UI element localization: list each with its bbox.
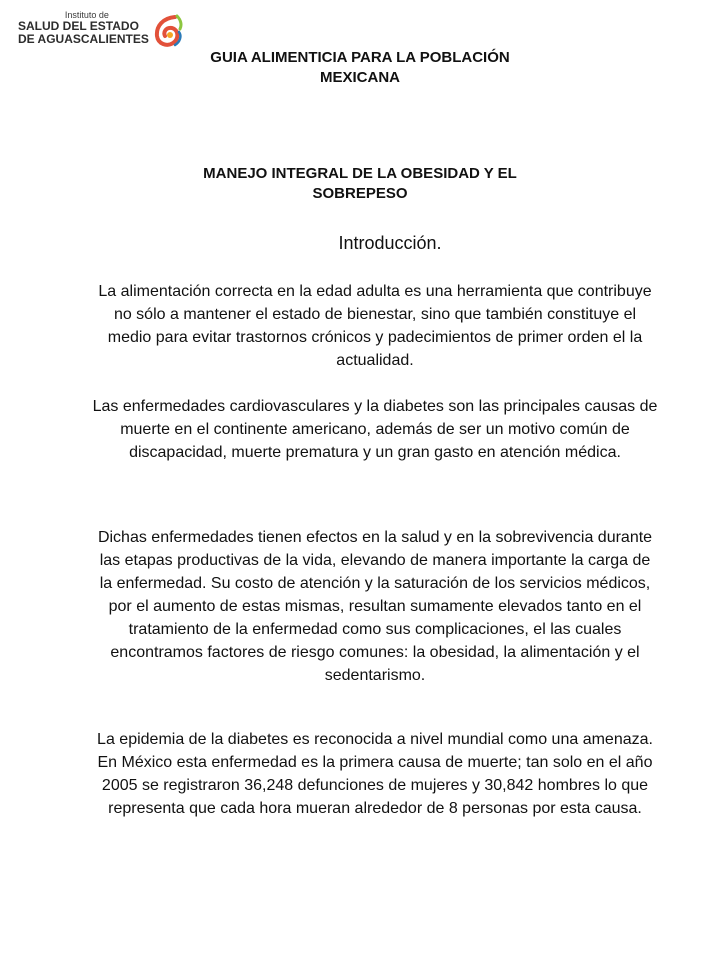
paragraph-4: La epidemia de la diabetes es reconocida a nivel mundial como una amenaza. En México esta enfermedad es la primera causa de muerte; tan solo en el año 2005 se registraron 36,248 defunciones de mujeres y 30,842 hombres lo que representa que cada hora mueran alrededor de 8 personas por esta causa. bbox=[97, 731, 653, 817]
section-title-line-1: MANEJO INTEGRAL DE LA OBESIDAD Y EL bbox=[203, 165, 517, 182]
logo-institute-label: Instituto de bbox=[64, 10, 109, 20]
logo-text bbox=[18, 10, 149, 46]
paragraph-3: Dichas enfermedades tienen efectos en la salud y en la sobrevivencia durante las etapas productivas de la vida, elevando de manera importante la carga de la enfermedad. Su costo de atención y la saturación de los servicios médicos, por el aumento de estas mismas, resultan sumamente elevados tanto en el tratamiento de la enfermedad como sus complicaciones, el las cuales encontramos factores de riesgo comunes: la obesidad, la alimentación y el sedentarismo. bbox=[97, 529, 653, 684]
isea-emblem-icon bbox=[153, 14, 183, 48]
guide-title bbox=[0, 48, 720, 88]
guide-title-line-2: MEXICANA bbox=[319, 69, 400, 86]
institute-logo bbox=[18, 10, 183, 48]
section-title bbox=[0, 164, 720, 204]
introduction-heading: Introducción. bbox=[338, 233, 442, 253]
logo-line-2: DE AGUASCALIENTES bbox=[18, 32, 149, 46]
paragraph-2: Las enfermedades cardiovasculares y la diabetes son las principales causas de muerte en el continente americano, además de ser un motivo común de discapacidad, muerte prematura y un gran gasto en atención médica. bbox=[92, 398, 658, 461]
guide-title-line-1: GUIA ALIMENTICIA PARA LA POBLACIÓN bbox=[210, 49, 510, 66]
logo-line-1: SALUD DEL ESTADO bbox=[18, 19, 139, 33]
section-title-line-2: SOBREPESO bbox=[312, 185, 408, 202]
paragraph-1: La alimentación correcta en la edad adulta es una herramienta que contribuye no sólo a mantener el estado de bienestar, sino que también constituye el medio para evitar trastornos crónicos y padecimientos de primer orden el la actualidad. bbox=[98, 283, 652, 369]
